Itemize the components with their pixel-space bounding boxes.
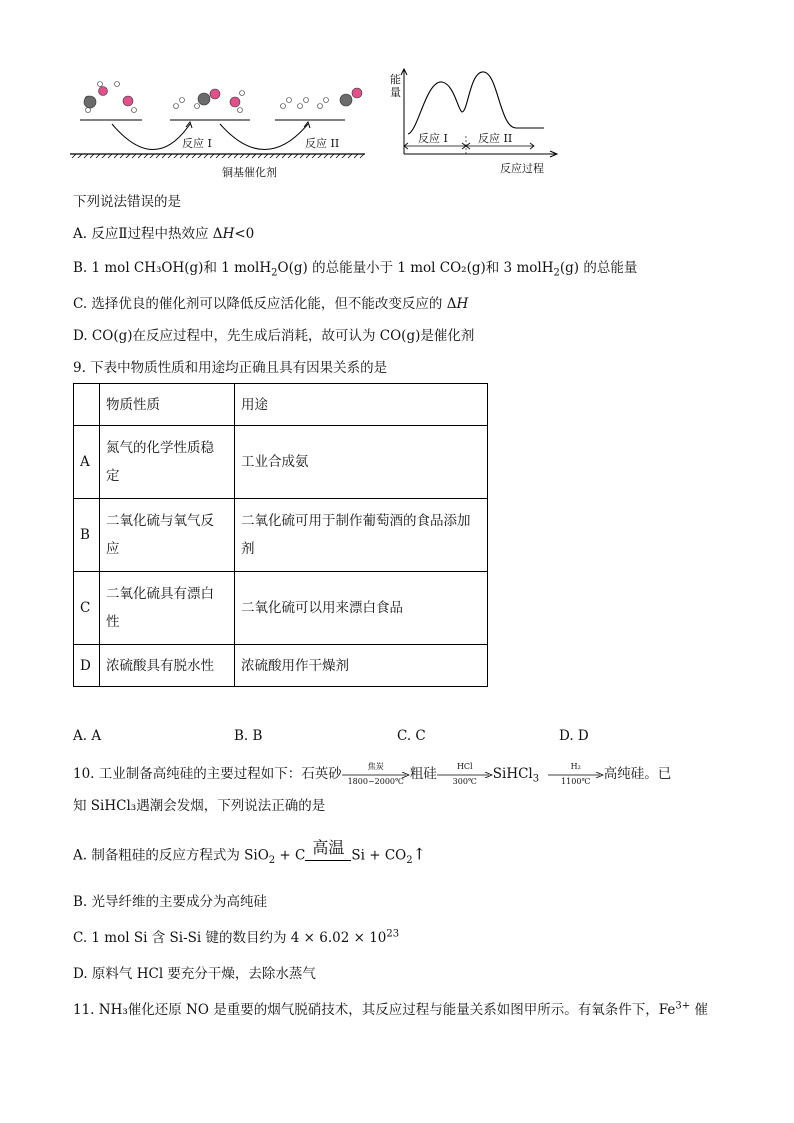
row-key: C: [74, 572, 100, 645]
q9-stem: 9. 下表中物质性质和用途均正确且具有因果关系的是: [73, 360, 388, 376]
q10-option-a: A. 制备粗硅的反应方程式为 SiO$_2$ + C 高温 $Si + CO_2↑$: [73, 842, 426, 870]
q8-option-c: C. 选择优良的催化剂可以降低反应活化能，但不能改变反应的 ΔH: [73, 296, 469, 312]
row-key: A: [74, 426, 100, 499]
stage1-label: 反应 I: [182, 137, 212, 150]
row-key: B: [74, 499, 100, 572]
y-axis-label-2: 量: [390, 86, 401, 99]
row-property: 二氧化硫具有漂白 性: [100, 572, 235, 645]
reaction-arrow: H₂ 1100℃: [548, 765, 604, 785]
row-property: 氮气的化学性质稳 定: [100, 426, 235, 499]
reaction-arrow: 焦炭 1800~2000℃: [342, 765, 410, 785]
row-property: 浓硫酸具有脱水性: [100, 645, 235, 687]
q10-option-b: B. 光导纤维的主要成分为高纯硅: [73, 894, 268, 910]
table-header-row: [74, 384, 488, 426]
mechanism-diagram: [70, 80, 370, 180]
condition-bar: 高温: [305, 842, 351, 870]
row-property: 二氧化硫与氧气反 应: [100, 499, 235, 572]
table-row: [74, 426, 488, 499]
energy-diagram: [396, 66, 576, 166]
q11-stem: 11. NH₃催化还原 NO 是重要的烟气脱硝技术，其反应过程与能量关系如图甲所示。有氧条件下，$Fe^{3+}$ 催: [73, 1000, 708, 1018]
row-use: 二氧化硫可以用来漂白食品: [235, 572, 488, 645]
table-row: [74, 645, 488, 687]
x-axis-label: 反应过程: [500, 162, 544, 175]
table-header-cell: 用途: [235, 384, 488, 426]
q9-option-b: B. B: [234, 728, 263, 744]
row-use: 二氧化硫可用于制作葡萄酒的食品添加 剂: [235, 499, 488, 572]
q10-option-c: C. 1 mol Si 含 Si-Si 键的数目约为 $4 \times 6.02 \times 10^{23}$: [73, 928, 400, 946]
surface-label: 铜基催化剂: [222, 166, 277, 179]
row-key: D: [74, 645, 100, 687]
axis-stage2: 反应 II: [478, 132, 513, 145]
q8-option-d: D. CO(g)在反应过程中，先生成后消耗，故可认为 CO(g)是催化剂: [73, 328, 475, 344]
row-use: 工业合成氨: [235, 426, 488, 499]
q9-option-c: C. C: [397, 728, 426, 744]
stage2-label: 反应 II: [305, 137, 340, 150]
reaction-arrow: HCl 300℃: [437, 765, 493, 785]
table-header-cell: [74, 384, 100, 426]
table-header-cell: 物质性质: [100, 384, 235, 426]
q9-option-a: A. A: [73, 728, 102, 744]
q8-option-b: B. 1 mol CH₃OH(g)和 1 molH$_2$O(g) 的总能量小于 1 mol CO₂(g)和 3 molH$_2$(g) 的总能量: [73, 260, 638, 279]
q9-table: [73, 383, 488, 687]
q9-option-d: D. D: [559, 728, 589, 744]
axis-stage1: 反应 I: [418, 132, 448, 145]
row-use: 浓硫酸用作干燥剂: [235, 645, 488, 687]
q10-stem-line1: 10. 工业制备高纯硅的主要过程如下：石英砂 焦炭 1800~2000℃ 粗硅 HCl 300℃ SiHCl$_3$ H₂ 1100℃ 高纯硅。已: [73, 761, 672, 786]
table-row: [74, 572, 488, 645]
y-axis-label-1: 能: [390, 73, 401, 86]
q10-option-d: D. 原料气 HCl 要充分干燥，去除水蒸气: [73, 966, 316, 982]
table-row: [74, 499, 488, 572]
q8-option-a: A. 反应Ⅱ过程中热效应 ΔH<0: [73, 226, 255, 242]
q10-stem-line2: 知 SiHCl₃遇潮会发烟，下列说法正确的是: [73, 798, 326, 814]
q8-stem: 下列说法错误的是: [73, 194, 181, 210]
